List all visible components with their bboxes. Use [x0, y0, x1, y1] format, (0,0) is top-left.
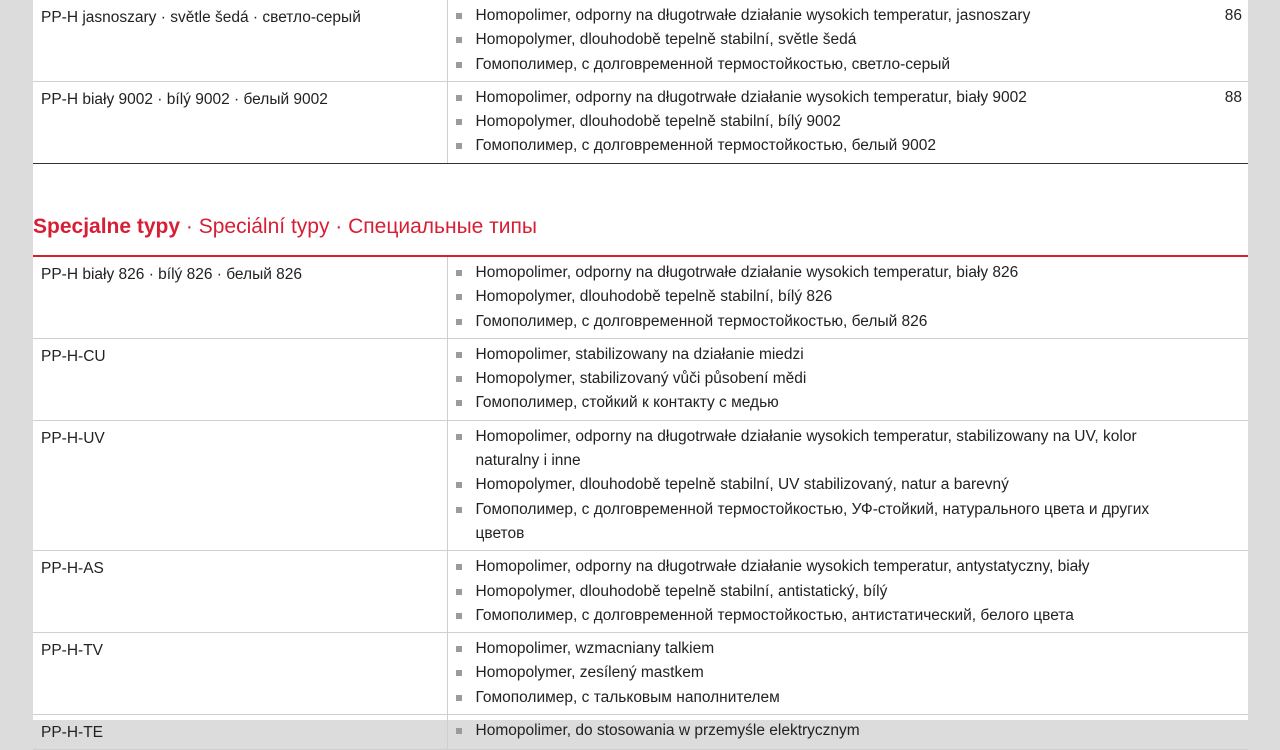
description-text: Homopolimer, odporny na długotrwałe działanie wysokich temperatur, antystatyczny, biały	[475, 558, 1090, 576]
list-item	[456, 86, 1181, 110]
description-text: Гомополимер, стойкий к контакту с медью	[475, 394, 779, 412]
list-item	[456, 4, 1181, 28]
description-text: Homopolymer, stabilizovaný vůči působení mědi	[475, 370, 807, 388]
page-number	[1188, 551, 1248, 633]
list-item	[456, 28, 1181, 52]
product-name: PP-H-CU	[33, 338, 447, 420]
description-text: Homopolymer, zesílený mastkem	[475, 664, 704, 682]
description-text: Гомополимер, с тальковым наполнителем	[475, 688, 780, 706]
product-descriptions	[447, 420, 1188, 550]
list-item	[456, 686, 1181, 710]
description-text: Гомополимер, с долговременной термостойкостью, белый 9002	[475, 137, 937, 155]
table-row	[33, 0, 1248, 81]
square-bullet-icon	[456, 589, 462, 595]
list-item	[456, 391, 1181, 415]
product-descriptions	[447, 633, 1188, 715]
section-title-secondary: · Speciální typy · Специальные типы	[180, 215, 537, 238]
products-table-special	[33, 257, 1248, 750]
product-name: PP-H biały 9002 · bílý 9002 · белый 9002	[33, 81, 447, 163]
square-bullet-icon	[456, 564, 462, 570]
page-number: 88	[1188, 81, 1248, 163]
description-text: Homopolimer, odporny na długotrwałe działanie wysokich temperatur, biały 9002	[475, 88, 1027, 106]
square-bullet-icon	[456, 728, 462, 734]
product-descriptions	[447, 338, 1188, 420]
description-text: Гомополимер, с долговременной термостойкостью, белый 826	[475, 312, 928, 330]
square-bullet-icon	[456, 507, 462, 513]
description-text: Homopolimer, odporny na długotrwałe działanie wysokich temperatur, stabilizowany na UV, kolor naturalny i inne	[475, 427, 1137, 470]
product-name: PP-H biały 826 · bílý 826 · белый 826	[33, 257, 447, 338]
description-text: Homopolymer, dlouhodobě tepelně stabilní, bílý 826	[475, 288, 833, 306]
square-bullet-icon	[456, 13, 462, 19]
section-heading	[33, 211, 1248, 257]
description-text: Homopolimer, odporny na długotrwałe działanie wysokich temperatur, biały 826	[475, 264, 1019, 281]
description-text: Homopolimer, odporny na długotrwałe działanie wysokich temperatur, jasnoszary	[475, 7, 1031, 24]
description-text: Homopolymer, dlouhodobě tepelně stabilní, světle šedá	[475, 31, 857, 49]
list-item	[456, 473, 1181, 497]
document-page	[33, 0, 1248, 742]
description-text: Гомополимер, с долговременной термостойкостью, антистатический, белого цвета	[475, 606, 1074, 624]
table-row	[33, 420, 1248, 550]
square-bullet-icon	[456, 62, 462, 68]
table-row	[33, 257, 1248, 338]
square-bullet-icon	[456, 143, 462, 149]
product-name: PP-H-UV	[33, 420, 447, 550]
page-number	[1188, 338, 1248, 420]
description-text: Homopolymer, dlouhodobě tepelně stabilní, bílý 9002	[475, 113, 841, 131]
description-text: Homopolymer, dlouhodobě tepelně stabilní, UV stabilizovaný, natur a barevný	[475, 476, 1009, 494]
square-bullet-icon	[456, 400, 462, 406]
product-name: PP-H-TV	[33, 633, 447, 715]
description-text: Гомополимер, с долговременной термостойкостью, УФ-стойкий, натурального цвета и других цветов	[475, 500, 1150, 542]
square-bullet-icon	[456, 294, 462, 300]
list-item	[456, 637, 1181, 661]
page-number	[1188, 715, 1248, 750]
table-row	[33, 338, 1248, 420]
product-descriptions	[447, 551, 1188, 633]
list-item	[456, 53, 1181, 77]
list-item	[456, 555, 1181, 579]
list-item	[456, 310, 1181, 334]
square-bullet-icon	[456, 670, 462, 676]
table-row	[33, 715, 1248, 750]
products-table-top	[33, 0, 1248, 164]
description-text: Homopolimer, wzmacniany talkiem	[475, 640, 715, 658]
square-bullet-icon	[456, 270, 462, 276]
square-bullet-icon	[456, 319, 462, 325]
square-bullet-icon	[456, 95, 462, 101]
list-item	[456, 285, 1181, 309]
table-row	[33, 81, 1248, 163]
square-bullet-icon	[456, 352, 462, 358]
list-item	[456, 580, 1181, 604]
description-text: Homopolymer, dlouhodobě tepelně stabilní, antistatický, bílý	[475, 582, 888, 600]
page-number	[1188, 257, 1248, 338]
product-descriptions	[447, 257, 1188, 338]
list-item	[456, 425, 1181, 474]
page-number: 86	[1188, 0, 1248, 81]
product-name: PP-H jasnoszary · světle šedá · светло-серый	[33, 0, 447, 81]
description-text: Гомополимер, с долговременной термостойкостью, светло-серый	[475, 55, 951, 73]
table-row	[33, 551, 1248, 633]
square-bullet-icon	[456, 613, 462, 619]
square-bullet-icon	[456, 119, 462, 125]
list-item	[456, 719, 1181, 743]
list-item	[456, 661, 1181, 685]
list-item	[456, 343, 1181, 367]
product-descriptions	[447, 715, 1188, 750]
list-item	[456, 134, 1181, 158]
list-item	[456, 261, 1181, 285]
square-bullet-icon	[456, 695, 462, 701]
list-item	[456, 110, 1181, 134]
square-bullet-icon	[456, 434, 462, 440]
square-bullet-icon	[456, 482, 462, 488]
page-number	[1188, 420, 1248, 550]
description-text: Homopolimer, stabilizowany na działanie miedzi	[475, 345, 804, 363]
product-descriptions	[447, 81, 1188, 163]
list-item	[456, 367, 1181, 391]
table-row	[33, 633, 1248, 715]
product-descriptions	[447, 0, 1188, 81]
section-title-primary: Specjalne typy	[33, 215, 181, 238]
product-name: PP-H-AS	[33, 551, 447, 633]
page-number	[1188, 633, 1248, 715]
square-bullet-icon	[456, 646, 462, 652]
list-item	[456, 604, 1181, 628]
description-text: Homopolimer, do stosowania w przemyśle elektrycznym	[475, 722, 860, 740]
square-bullet-icon	[456, 376, 462, 382]
square-bullet-icon	[456, 37, 462, 43]
list-item	[456, 498, 1181, 547]
product-name: PP-H-TE	[33, 715, 447, 750]
